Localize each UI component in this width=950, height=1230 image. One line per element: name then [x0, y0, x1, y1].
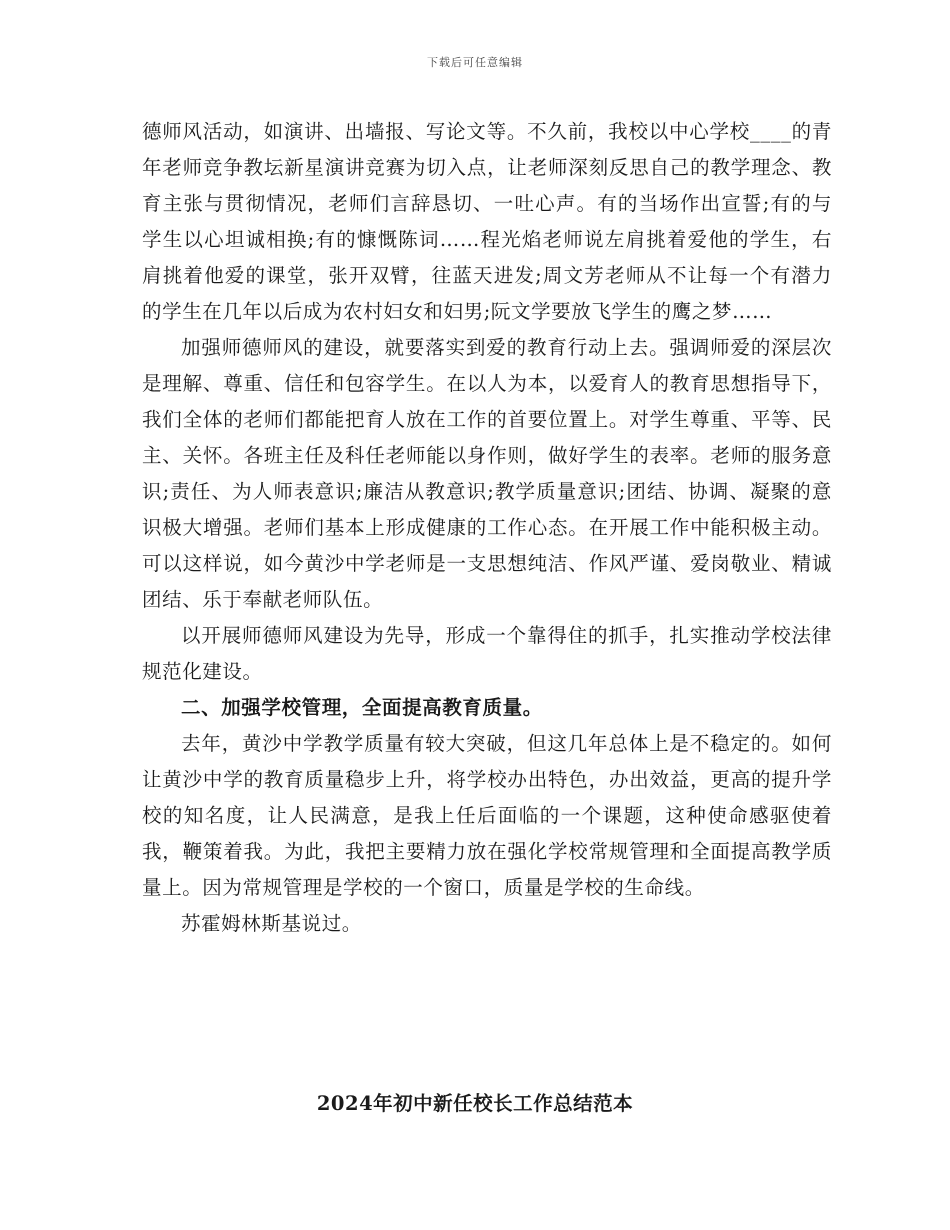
paragraph-quote-intro: 苏霍姆林斯基说过。 — [181, 912, 362, 935]
document-body — [142, 114, 832, 942]
paragraph-teacher-ethics: 加强师德师风的建设，就要落实到爱的教育行动上去。强调师爱的深层次是理解、尊重、信任和包容学生。在以人为本，以爱育人的教育思想指导下，我们全体的老师们都能把育人放在工作的首要位置上。对学生尊重、平等、民主、关怀。各班主任及科任老师能以身作则，做好学生的表率。老师的服务意识;责任、为人师表意识;廉洁从教意识;教学质量意识;团结、协调、凝聚的意识极大增强。老师们基本上形成健康的工作心态。在开展工作中能积极主动。可以这样说，如今黄沙中学老师是一支思想纯洁、作风严谨、爱岗敬业、精诚团结、乐于奉献老师队伍。 — [142, 336, 832, 611]
page-header-note: 下载后可任意编辑 — [427, 56, 523, 69]
paragraph-ethics-leading: 以开展师德师风建设为先导，形成一个靠得住的抓手，扎实推动学校法律规范化建设。 — [142, 624, 832, 683]
paragraph-continuation: 德师风活动，如演讲、出墙报、写论文等。不久前，我校以中心学校____的青年老师竞争教坛新星演讲竞赛为切入点，让老师深刻反思自己的教学理念、教育主张与贯彻情况，老师们言辞恳切、一吐心声。有的当场作出宣誓;有的与学生以心坦诚相换;有的慷慨陈词……程光焰老师说左肩挑着爱他的学生，右肩挑着他爱的课堂，张开双臂，往蓝天进发;周文芳老师从不让每一个有潜力的学生在几年以后成为农村妇女和妇男;阮文学要放飞学生的鹰之梦…… — [142, 120, 832, 323]
paragraph-quality: 去年，黄沙中学教学质量有较大突破，但这几年总体上是不稳定的。如何让黄沙中学的教育质量稳步上升，将学校办出特色，办出效益，更高的提升学校的知名度，让人民满意，是我上任后面临的一个课题，这种使命感驱使着我，鞭策着我。为此，我把主要精力放在强化学校常规管理和全面提高教学质量上。因为常规管理是学校的一个窗口，质量是学校的生命线。 — [142, 732, 832, 899]
document-title: 2024年初中新任校长工作总结范本 — [316, 1092, 634, 1115]
section-heading-management: 二、加强学校管理，全面提高教育质量。 — [181, 696, 543, 719]
